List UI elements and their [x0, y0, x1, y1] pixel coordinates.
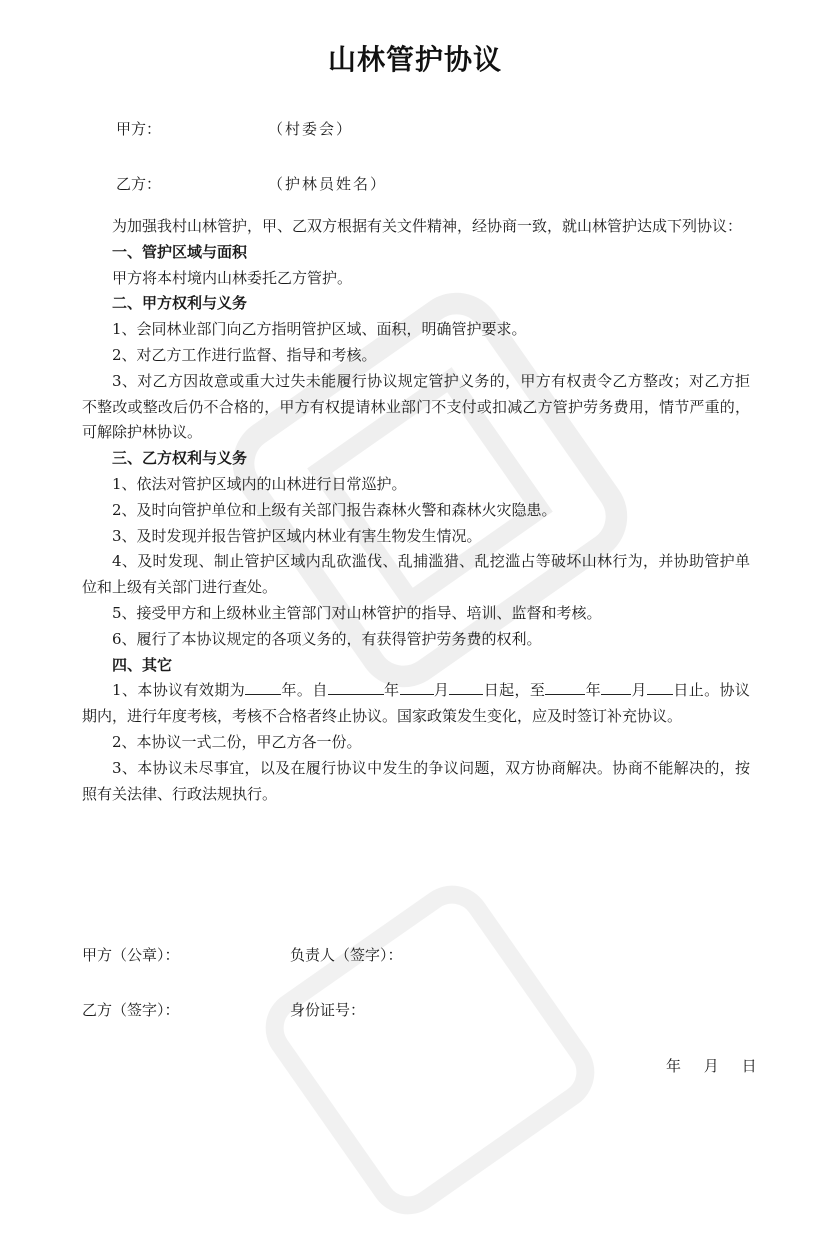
- date-month: 月: [703, 1057, 719, 1075]
- section-heading: 二、甲方权利与义务: [112, 294, 248, 313]
- party-a-hint: （村委会）: [268, 120, 354, 138]
- party-a-label: 甲方：: [116, 120, 162, 138]
- term-text: 1、本协议有效期为: [112, 681, 246, 700]
- clause: 1、依法对管护区域内的山林进行日常巡护。: [112, 474, 407, 493]
- blank-field: [449, 678, 483, 695]
- party-b-hint: （护林员姓名）: [268, 175, 388, 193]
- clause: 6、履行了本协议规定的各项义务的，有获得管护劳务费的权利。: [112, 629, 542, 648]
- blank-field: [601, 678, 631, 695]
- clause: 3、对乙方因故意或重大过失未能履行协议规定管护义务的，甲方有权责令乙方整改；对乙方拒不整改或整改后仍不合格的，甲方有权提请林业部门不支付或扣减乙方管护劳务费用，情节严重的，可解除护林协议。: [82, 371, 750, 442]
- party-b-sign-label: 乙方（签字）：: [82, 1001, 180, 1019]
- watermark-icon-secondary: [221, 841, 639, 1259]
- responsible-sign-label: 负责人（签字）：: [290, 946, 403, 964]
- clause: 5、接受甲方和上级林业主管部门对山林管护的指导、培训、监督和考核。: [112, 603, 602, 622]
- section-heading: 一、管护区域与面积: [112, 242, 248, 261]
- clause: 2、及时向管护单位和上级有关部门报告森林火警和森林火灾隐患。: [112, 500, 557, 519]
- term-text: 月: [631, 681, 647, 700]
- intro-paragraph: 为加强我村山林管护，甲、乙双方根据有关文件精神，经协商一致，就山林管护达成下列协议：: [112, 217, 743, 235]
- agreement-body: [82, 214, 750, 807]
- term-text: 月: [433, 681, 450, 700]
- clause: 3、本协议未尽事宜，以及在履行协议中发生的争议问题，双方协商解决。协商不能解决的，按照有关法律、行政法规执行。: [82, 758, 750, 803]
- term-clause: [82, 678, 750, 730]
- term-text: 年: [383, 681, 400, 700]
- blank-field: [545, 678, 585, 695]
- clause: 2、对乙方工作进行监督、指导和考核。: [112, 345, 377, 364]
- section-heading: 三、乙方权利与义务: [112, 449, 248, 468]
- clause: 4、及时发现、制止管护区域内乱砍滥伐、乱捕滥猎、乱挖滥占等破坏山林行为，并协助管护单位和上级有关部门进行查处。: [82, 552, 750, 597]
- blank-field: [245, 678, 281, 695]
- date-year: 年: [666, 1057, 682, 1075]
- blank-field: [400, 678, 434, 695]
- party-b-row: [116, 173, 388, 194]
- term-text: 年。自: [281, 681, 328, 700]
- clause: 2、本协议一式二份，甲乙方各一份。: [112, 732, 362, 751]
- clause: 甲方将本村境内山林委托乙方管护。: [112, 268, 353, 287]
- term-text: 日止。协议期内，进行年度考核，考核不合格者终止协议。国家政策发生变化，应及时签订补充协议。: [82, 681, 750, 726]
- clause: 3、及时发现并报告管护区域内林业有害生物发生情况。: [112, 526, 482, 545]
- party-a-seal-label: 甲方（公章）：: [82, 946, 180, 964]
- document-title: 山林管护协议: [327, 43, 502, 76]
- term-text: 年: [585, 681, 602, 700]
- clause: 1、会同林业部门向乙方指明管护区域、面积，明确管护要求。: [112, 320, 527, 339]
- id-number-label: 身份证号：: [290, 1001, 366, 1019]
- blank-field: [647, 678, 673, 695]
- blank-field: [328, 678, 384, 695]
- party-a-row: [116, 118, 354, 139]
- date-day: 日: [741, 1057, 757, 1075]
- party-b-label: 乙方：: [116, 175, 162, 193]
- section-heading: 四、其它: [112, 655, 173, 674]
- term-text: 日起，至: [483, 681, 546, 700]
- date-line: [666, 1055, 757, 1076]
